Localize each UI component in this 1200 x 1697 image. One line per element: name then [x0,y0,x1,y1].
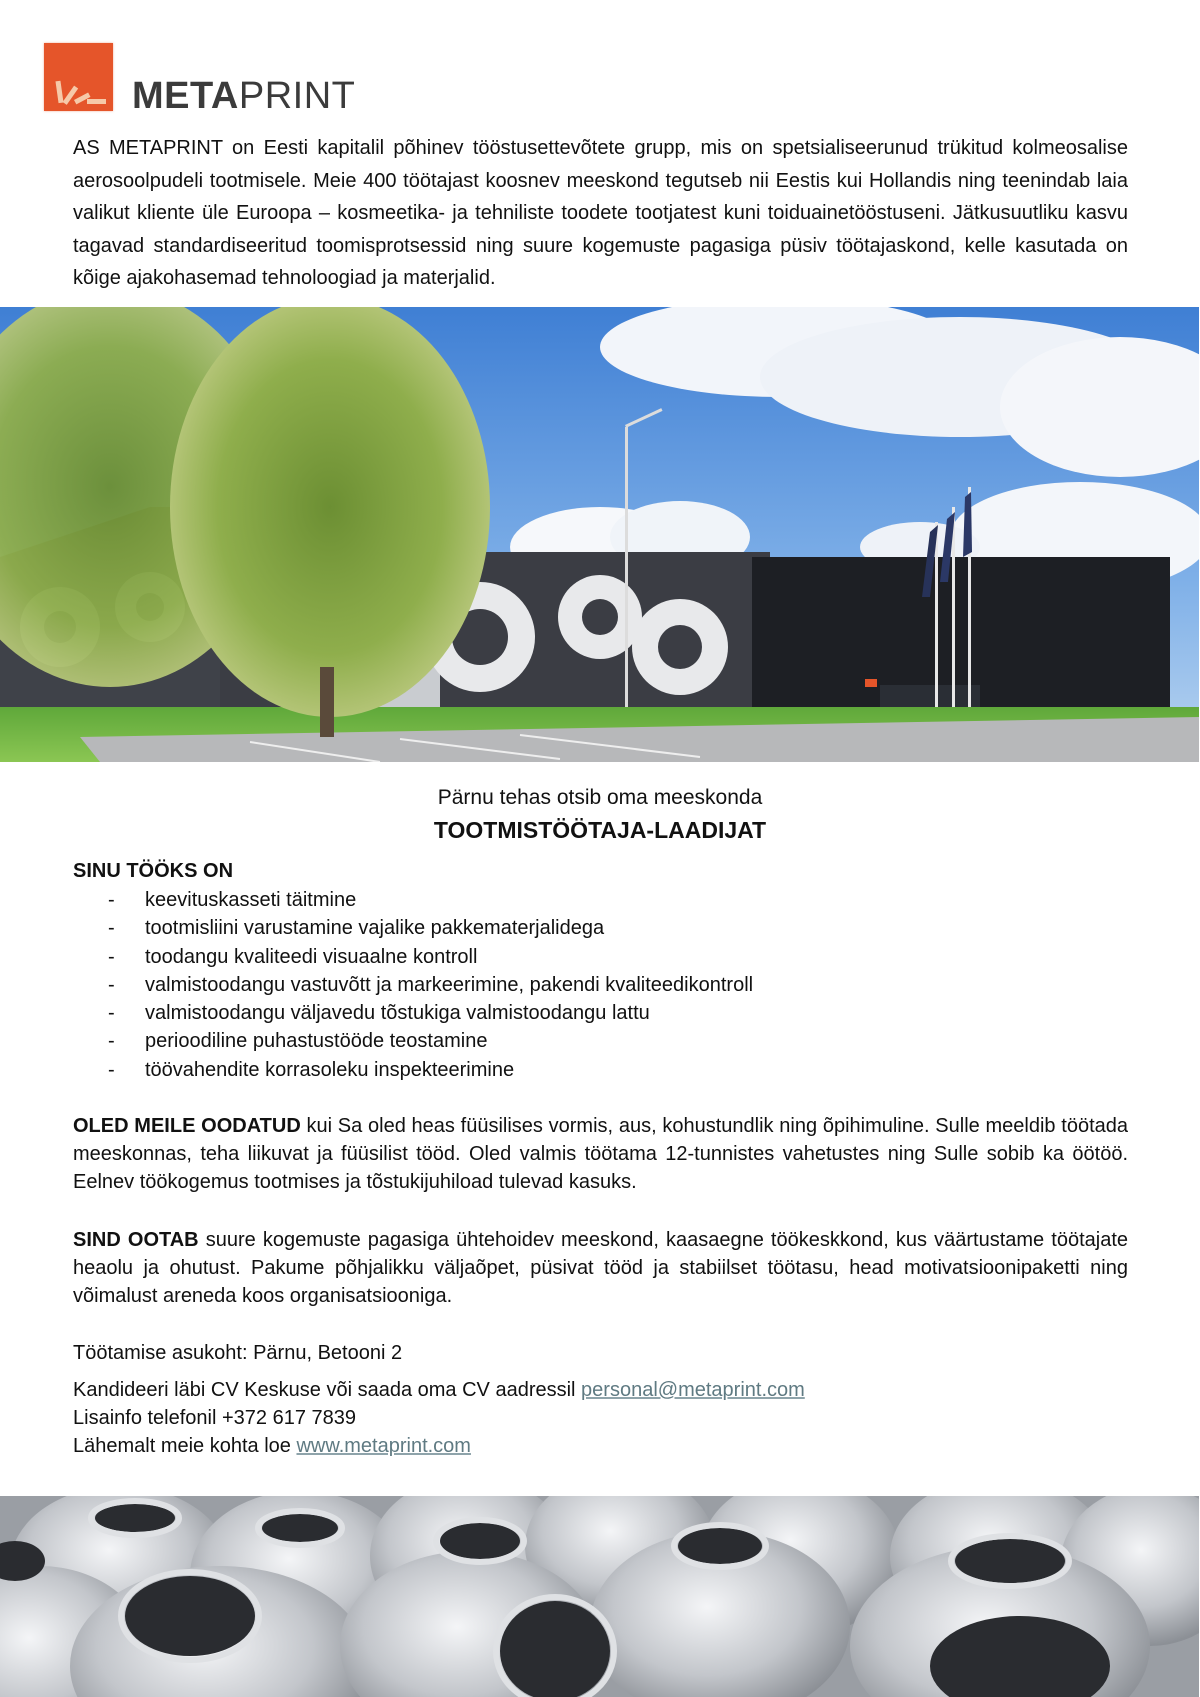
bullet-dash: - [108,1058,115,1081]
website-line [73,1432,1128,1460]
duties-heading: SINU TÖÖKS ON [73,860,234,882]
wordmark-bold: META [132,75,239,117]
page-subtitle: Pärnu tehas otsib oma meeskonda [437,786,763,809]
duty-text: keevituskasseti täitmine [145,889,357,911]
email-link[interactable]: personal@metaprint.com [581,1379,805,1401]
apply-line [73,1376,1128,1404]
company-wordmark [132,77,355,115]
bullet-dash: - [108,1002,115,1025]
duty-text: toodangu kvaliteedi visuaalne kontroll [145,945,478,968]
duty-text: valmistoodangu väljavedu tõstukiga valmistoodangu lattu [145,1002,650,1025]
list-item [108,1027,753,1055]
duty-text: töövahendite korrasoleku inspekteerimine [145,1058,515,1081]
bullet-dash: - [108,945,115,968]
duty-text: perioodiline puhastustööde teostamine [145,1030,488,1053]
website-link[interactable]: www.metaprint.com [296,1435,471,1457]
duties-list [108,886,753,1084]
offer-lead: SIND OOTAB [73,1229,199,1251]
offer-text: suure kogemuste pagasiga ühtehoidev meeskond, kaasaegne töökeskkond, kus väärtustame töötajate heaolu ja ohutust. Pakume põhjalikku väljaõpet, püsivat tööd ja stabiilset töötasu, head motivatsioonipaketti ning võimalust areneda koos organisatsiooniga. [73,1229,1128,1307]
factory-building-photo [0,307,1199,762]
phone-line: Lisainfo telefonil +372 617 7839 [73,1407,357,1429]
contact-info [73,1376,1128,1460]
requirements-text: kui Sa oled heas füüsilises vormis, aus, kohustundlik ning õpihimuline. Sulle meeldib töötada meeskonnas, teha liikuvat ja füüsilist tööd. Oled valmis töötama 12-tunnistes vahetustes ning Sulle sobib ka öötöö. Eelnev töökogemus tootmises ja tõstukijuhiload tulevad kasuks. [73,1115,1128,1193]
list-item [108,886,753,914]
duty-text: valmistoodangu vastuvõtt ja markeerimine, pakendi kvaliteedikontroll [145,973,754,996]
intro-text: AS METAPRINT on Eesti kapitalil põhinev tööstusettevõtete grupp, mis on spetsialiseerunud trükitud kolmeosalise aerosoolpudeli tootmisele. Meie 400 töötajast koosnev meeskond tegutseb nii Eestis kui Hollandis ning teenindab laia valikut kliente üle Euroopa – kosmeetika- ja tehniliste toodete tootjatest kuni toiduainetööstuseni. Jätkusuutliku kasvu tagavad standardiseeritud toomisprotsessid ning suure kogemuste pagasiga püsiv töötajaskond, kelle kasutada on kõige ajakohasemad tehnoloogiad ja materjalid. [73,137,1128,289]
requirements-lead: OLED MEILE OODATUD [73,1115,301,1137]
work-location: Töötamise asukoht: Pärnu, Betooni 2 [73,1342,403,1364]
wordmark-light: PRINT [238,75,356,117]
aerosol-cans-photo [0,1496,1199,1697]
bullet-dash: - [108,1030,115,1053]
bullet-dash: - [108,917,115,940]
list-item [108,1056,753,1084]
list-item [108,914,753,942]
requirements-paragraph [73,1112,1128,1196]
apply-text: Kandideeri läbi CV Keskuse või saada oma CV aadressil [73,1379,582,1401]
company-logo [44,41,356,117]
list-item [108,999,753,1027]
list-item [108,943,753,971]
metaprint-logo-icon [44,43,113,111]
offer-paragraph [73,1226,1128,1310]
intro-paragraph [73,132,1128,295]
more-info-text: Lähemalt meie kohta loe [73,1435,297,1457]
bullet-dash: - [108,889,115,911]
duty-text: tootmisliini varustamine vajalike pakkematerjalidega [145,917,605,940]
list-item [108,971,753,999]
job-title: TOOTMISTÖÖTAJA-LAADIJAT [433,817,767,843]
bullet-dash: - [108,973,115,996]
